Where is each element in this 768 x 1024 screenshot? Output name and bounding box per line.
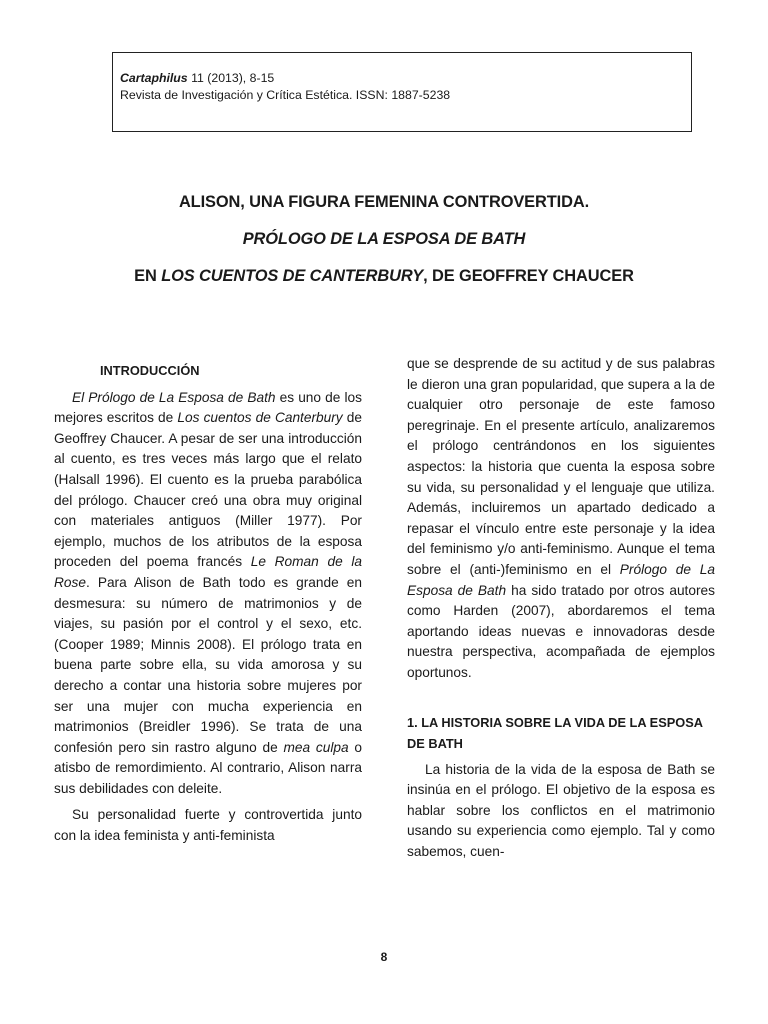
intro-p2-text-1: que se desprende de su actitud y de sus palabras le dieron una gran popularidad, que supera a la de cualquier otro personaje de este famoso peregrinaje. En el presente artículo, analizaremos el prólogo centrándonos en los siguientes aspectos: la historia que cuenta la esposa sobre su vida, su personalidad y el lenguaje que utiliza. Además, incluiremos un apartado dedicado a repasar el vínculo entre este personaje y la idea del feminismo y/o anti-feminismo. Aunque el tema sobre el (anti-)feminismo en el [407,356,715,577]
journal-citation-line [120,70,691,87]
section-1-paragraph-1: La historia de la vida de la esposa de Bath se insinúa en el prólogo. El objetivo de la esposa es hablar sobre los conflictos en el matrimonio usando su experiencia como ejemplo. Tal y como sabemos, cuen- [407,761,715,859]
title-line-3-prefix: EN [134,267,162,285]
intro-p1-text-2: de Geoffrey Chaucer. A pesar de ser una introducción al cuento, es tres veces más largo que el relato (Halsall 1996). El cuento es la prueba parabólica del prólogo. Chaucer creó una obra muy original con materiales antiguos (Miller 1977). Por ejemplo, muchos de los atributos de la esposa proceden del poema francés [54,410,362,570]
right-column [407,354,715,862]
journal-citation: 11 (2013), 8-15 [187,71,275,85]
journal-header-box [112,52,692,132]
title-line-1: ALISON, UNA FIGURA FEMENINA CONTROVERTIDA. [178,193,590,211]
intro-heading: INTRODUCCIÓN [100,363,200,378]
intro-paragraph-2-start: Su personalidad fuerte y controvertida junto con la idea feminista y anti-feminista [54,807,362,844]
page-number: 8 [380,950,388,964]
intro-p1-italic-1: El Prólogo de La Esposa de Bath [72,389,276,405]
intro-p1-text-4: o atisbo de remordimiento. Al contrario, Alison narra sus debilidades con deleite. [54,739,362,796]
title-line-3 [60,264,708,301]
intro-p2-text-2: ha sido tratado por otros autores como Harden (2007), abordaremos el tema aportando ideas nuevas e innovadoras desde nuestra perspectiva, acompañada de ejemplos oportunos. [407,582,715,680]
journal-name: Cartaphilus [120,71,188,85]
section-1-heading: 1. LA HISTORIA SOBRE LA VIDA DE LA ESPOSA DE BATH [407,714,703,751]
intro-p1-italic-2: Los cuentos de Canterbury [177,410,343,426]
intro-paragraph-1 [54,388,362,800]
intro-p1-text-3: . Para Alison de Bath todo es grande en desmesura: su número de matrimonios y de viajes, su pasión por el control y el sexo, etc. (Cooper 1989; Minnis 2008). El prólogo trata en buena parte sobre ella, su vida amorosa y su derecho a contar una historia sobre mujeres por ser una mujer con mucha experiencia en matrimonios (Breidler 1996). Se trata de una confesión pero sin rastro alguno de [54,574,362,755]
title-line-2: PRÓLOGO DE LA ESPOSA DE BATH [242,230,526,248]
intro-p2-italic-1: Prólogo de La Esposa de Bath [407,561,715,598]
intro-p1-italic-4: mea culpa [283,739,349,755]
left-column [54,361,362,847]
intro-p1-text-1: es uno de los mejores escritos de [54,389,362,426]
intro-paragraph-2-continued [407,354,715,684]
article-title [60,190,708,301]
title-line-3-italic: LOS CUENTOS DE CANTERBURY [161,267,424,285]
journal-subtitle: Revista de Investigación y Crítica Estética. ISSN: 1887-5238 [120,88,451,102]
intro-p1-italic-3: Le Roman de la Rose [54,554,362,590]
title-line-3-suffix: , DE GEOFFREY CHAUCER [423,267,634,285]
